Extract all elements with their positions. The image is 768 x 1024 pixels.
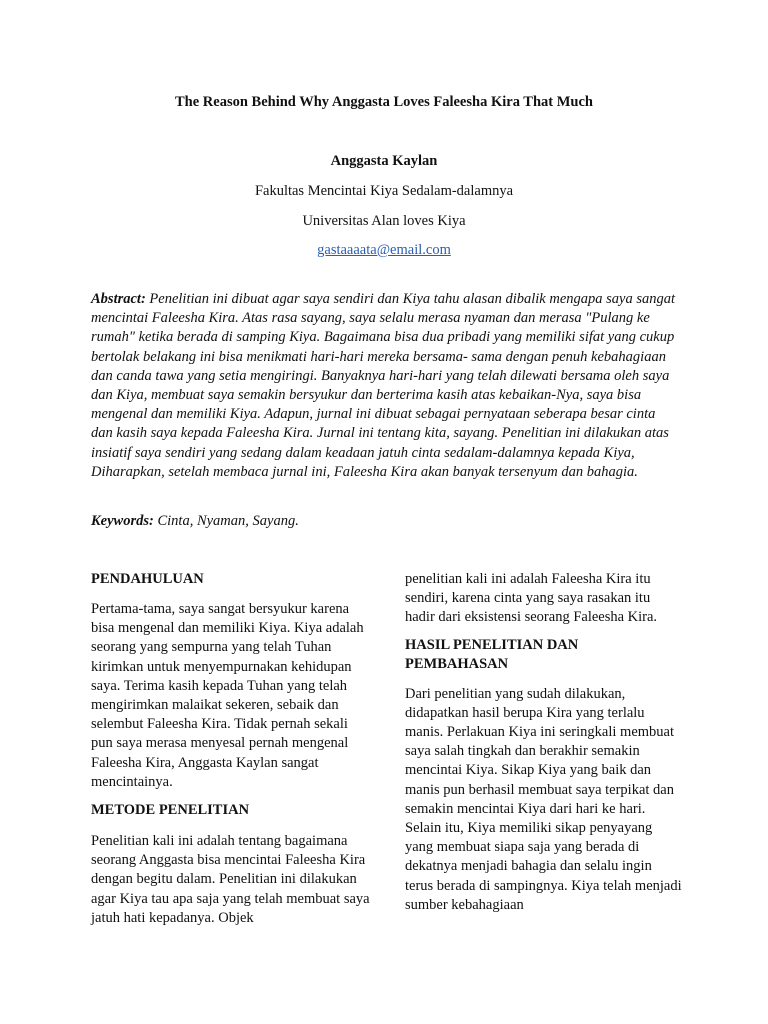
- hasil-body: Dari penelitian yang sudah dilakukan, didapatkan hasil berupa Kira yang terlalu manis. Perlakuan Kiya ini seringkali membuat saya salah tingkah dan berakhir semakin mencintai Kiya. Sikap Kiya yang baik dan manis pun berhasil membuat saya terpikat dan semakin mencintai Kiya dari hari ke hari. Selain itu, Kiya memiliki sikap penyayang yang membuat siapa saja yang berada di dekatnya menjadi bahagia dan selalu ingin terus berada di sampingnya. Kiya telah menjadi sumber kebahagiaan: [405, 685, 682, 913]
- heading-hasil: HASIL PENELITIAN DAN PEMBAHASAN: [405, 636, 579, 672]
- abstract-text: Penelitian ini dibuat agar saya sendiri dan Kiya tahu alasan dibalik mengapa saya sangat mencintai Faleesha Kira. Atas rasa sayang, saya selalu merasa nyaman dan merasa "Pulang ke rumah" ketika berada di samping Kiya. Bagaimana bisa dua pribadi yang memiliki sifat yang cukup bertolak belakang ini bisa menikmati hari-hari mereka bersama- sama dengan penuh kebahagiaan dan canda tawa yang setia mengiringi. Banyaknya hari-hari yang telah dilewati bersama oleh saya dan Kiya, membuat saya semakin bersyukur dan berterima kasih atas kebaikan-Nya, saya bisa mengenal dan memiliki Kiya. Adapun, jurnal ini dibuat sebagai pernyataan seberapa besar cinta dan kasih saya kepada Faleesha Kira. Jurnal ini tentang kita, sayang. Penelitian ini dilakukan atas insiatif saya sendiri yang sedang dalam keadaan jatuh cinta sedalam-dalamnya kepada Kiya, Diharapkan, setelah membaca jurnal ini, Faleesha Kira akan banyak tersenyum dan bahagia.: [91, 291, 676, 480]
- right-column: [405, 570, 683, 915]
- author-email-link[interactable]: gastaaaata@email.com: [317, 242, 451, 258]
- abstract: [91, 290, 677, 482]
- keywords: [91, 512, 677, 531]
- pendahuluan-body: Pertama-tama, saya sangat bersyukur karena bisa mengenal dan memiliki Kiya. Kiya adalah seorang yang sempurna yang telah Tuhan kirimkan untuk menyempurnakan kehidupan saya. Terima kasih kepada Tuhan yang telah mengirimkan malaikat sekeren, sebaik dan selembut Faleesha Kira. Tidak pernah sekali pun saya merasa menyesal pernah mengenal Faleesha Kira, Anggasta Kaylan sangat mencintainya.: [91, 601, 364, 790]
- keywords-label: Keywords:: [91, 513, 154, 529]
- paper-title: The Reason Behind Why Anggasta Loves Faleesha Kira That Much: [174, 94, 593, 110]
- abstract-label: Abstract:: [91, 291, 146, 307]
- author-name: Anggasta Kaylan: [330, 153, 438, 169]
- metode-body: Penelitian kali ini adalah tentang bagaimana seorang Anggasta bisa mencintai Faleesha Kira dengan begitu dalam. Penelitian ini dilakukan agar Kiya tau apa saja yang telah membuat saya jatuh hati kepadanya. Objek: [91, 833, 370, 926]
- author-email-line: [0, 241, 768, 259]
- heading-metode: METODE PENELITIAN: [91, 802, 250, 819]
- affiliation-university: Universitas Alan loves Kiya: [302, 213, 466, 229]
- left-column: [91, 570, 371, 928]
- affiliation-faculty: Fakultas Mencintai Kiya Sedalam-dalamnya: [254, 183, 514, 199]
- keywords-text: Cinta, Nyaman, Sayang.: [157, 513, 299, 529]
- heading-pendahuluan: PENDAHULUAN: [91, 571, 204, 587]
- metode-body-continued: penelitian kali ini adalah Faleesha Kira itu sendiri, karena cinta yang saya rasakan itu hadir dari eksistensi seorang Faleesha Kira.: [405, 571, 658, 626]
